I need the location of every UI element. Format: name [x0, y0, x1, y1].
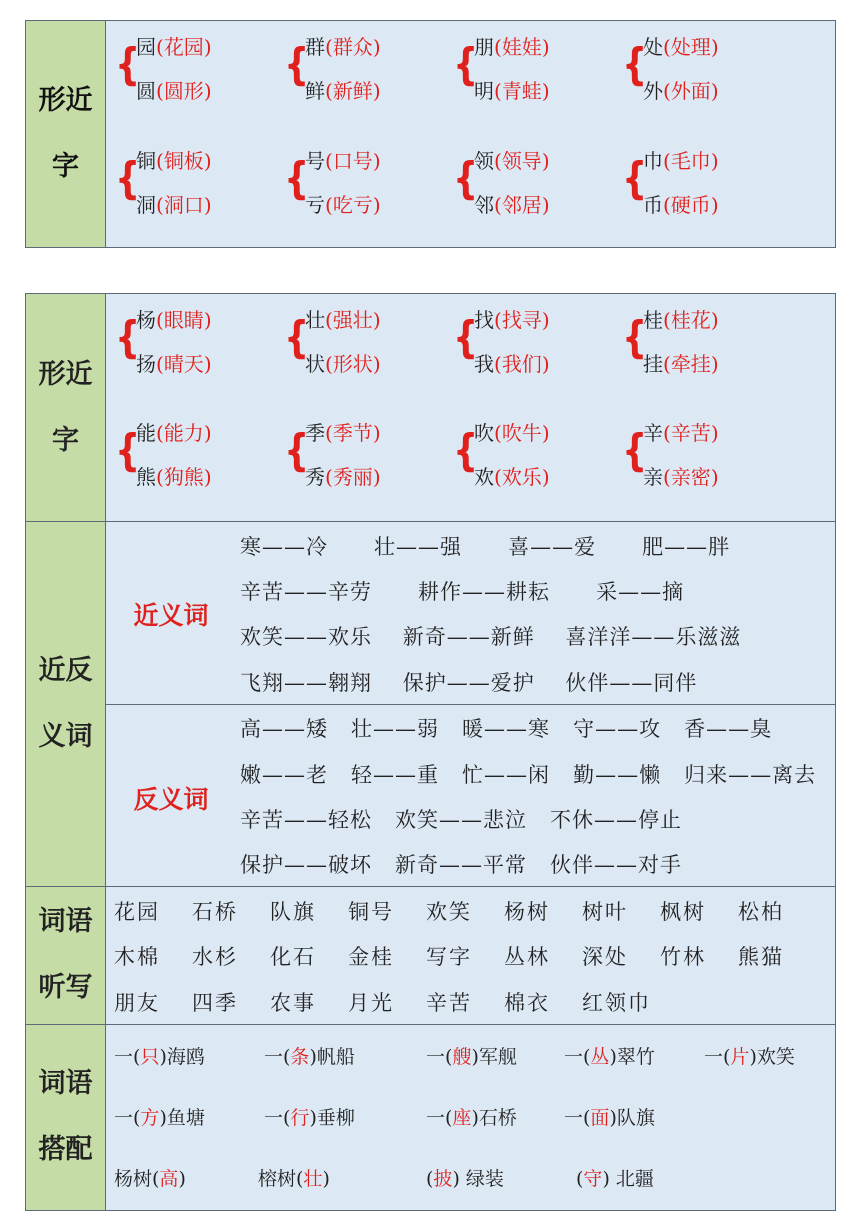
char-word: (娃娃) — [494, 35, 550, 59]
brace-icon: { — [115, 153, 141, 204]
char-word: (领导) — [494, 149, 550, 173]
collocation-prefix: 一( — [114, 1046, 141, 1068]
char-bottom — [474, 348, 550, 377]
word: 圆形 — [163, 79, 204, 103]
similar-char-pair — [112, 304, 282, 376]
row-divider — [106, 704, 835, 705]
synonym-row: 飞翔——翱翔 保护——爱护 伙伴——同伴 — [240, 671, 698, 695]
collocation-suffix: )军舰 — [471, 1046, 517, 1068]
char-word: (铜板) — [156, 149, 212, 173]
word: 邻居 — [501, 193, 542, 217]
synonyms-title: 近义词 — [133, 601, 209, 630]
char-word: (吹牛) — [494, 421, 550, 445]
collocation-answer: 座 — [452, 1107, 472, 1129]
brace-icon: { — [453, 153, 479, 204]
row-divider — [26, 521, 835, 522]
collocation-answer: 只 — [140, 1046, 160, 1068]
label-line: 字 — [52, 424, 79, 456]
label-line: 形近 — [38, 85, 93, 116]
label-line: 听写 — [38, 972, 93, 1003]
char-bottom — [136, 75, 212, 104]
char: 洞 — [136, 193, 156, 217]
brace-icon: { — [453, 39, 479, 90]
similar-char-pair — [619, 31, 789, 103]
char-top — [136, 145, 212, 174]
label-line: 形近 — [38, 358, 93, 390]
brace-icon: { — [622, 153, 648, 204]
brace-icon: { — [115, 425, 141, 476]
collocation-answer: 片 — [730, 1046, 750, 1068]
dictation-word: 杨树 — [504, 900, 550, 924]
collocation-item — [426, 1042, 517, 1069]
char-word: (找寻) — [494, 308, 550, 332]
collocation-item — [576, 1164, 654, 1191]
word: 洞口 — [163, 193, 204, 217]
collocation-suffix: )鱼塘 — [159, 1107, 205, 1129]
collocation-item — [564, 1103, 655, 1130]
char-word: (花园) — [156, 35, 212, 59]
char: 辛 — [643, 421, 663, 445]
dictation-word: 红领巾 — [582, 991, 651, 1015]
antonym-row: 辛苦——轻松 欢笑——悲泣 不休——停止 — [240, 808, 683, 832]
char-word: (新鲜) — [325, 79, 381, 103]
char: 铜 — [136, 149, 156, 173]
collocation-prefix: 一( — [264, 1107, 291, 1129]
collocation-item — [114, 1164, 186, 1191]
word: 能力 — [163, 421, 204, 445]
char-bottom — [305, 75, 381, 104]
collocation-suffix: ) 北疆 — [602, 1168, 654, 1190]
char-word: (青蛙) — [494, 79, 550, 103]
char-word: (邻居) — [494, 193, 550, 217]
label-line: 词语 — [38, 1068, 93, 1099]
char: 找 — [474, 308, 494, 332]
collocation-suffix: )石桥 — [471, 1107, 517, 1129]
char-word: (亲密) — [663, 465, 719, 489]
similar-char-pair — [619, 304, 789, 376]
char-top — [136, 31, 212, 60]
dictation-word: 丛林 — [504, 945, 550, 969]
similar-chars-block-1 — [25, 20, 836, 248]
collocation-prefix: ( — [576, 1168, 584, 1190]
similar-char-pair — [450, 31, 620, 103]
word: 青蛙 — [501, 79, 542, 103]
char-bottom — [136, 189, 212, 218]
similar-char-pair — [281, 417, 451, 489]
dictation-word: 木棉 — [114, 945, 160, 969]
char: 园 — [136, 35, 156, 59]
dictation-word: 水杉 — [192, 945, 238, 969]
char: 号 — [305, 149, 325, 173]
dictation-word: 松柏 — [738, 900, 784, 924]
word: 花园 — [163, 35, 204, 59]
collocation-prefix: 一( — [264, 1046, 291, 1068]
collocation-answer: 艘 — [452, 1046, 472, 1068]
char: 状 — [305, 352, 325, 376]
char-bottom — [305, 348, 381, 377]
char-word: (欢乐) — [494, 465, 550, 489]
collocation-answer: 披 — [433, 1168, 453, 1190]
dictation-word: 枫树 — [660, 900, 706, 924]
label-line: 义词 — [38, 720, 93, 752]
collocation-answer: 壮 — [303, 1168, 323, 1190]
word: 毛巾 — [670, 149, 711, 173]
char-top — [305, 417, 381, 446]
collocation-answer: 面 — [590, 1107, 610, 1129]
brace-icon: { — [284, 312, 310, 363]
similar-char-pair — [112, 31, 282, 103]
collocation-prefix: 一( — [114, 1107, 141, 1129]
label-line: 词语 — [38, 906, 93, 937]
collocation-item — [264, 1042, 355, 1069]
char-word: (强壮) — [325, 308, 381, 332]
brace-icon: { — [622, 425, 648, 476]
dictation-word: 辛苦 — [426, 991, 472, 1015]
char: 领 — [474, 149, 494, 173]
dictation-word: 队旗 — [270, 900, 316, 924]
similar-char-pair — [112, 417, 282, 489]
similar-char-pair — [281, 31, 451, 103]
similar-char-pair — [450, 145, 620, 217]
char-top — [643, 31, 719, 60]
char-top — [474, 417, 550, 446]
dictation-word: 树叶 — [582, 900, 628, 924]
word: 我们 — [501, 352, 542, 376]
word: 亲密 — [670, 465, 711, 489]
label-line: 近反 — [38, 654, 93, 686]
collocation-prefix: 一( — [426, 1107, 453, 1129]
collocation-item — [426, 1103, 517, 1130]
char-word: (眼睛) — [156, 308, 212, 332]
word: 季节 — [332, 421, 373, 445]
char-word: (我们) — [494, 352, 550, 376]
char-word: (形状) — [325, 352, 381, 376]
dictation-word: 化石 — [270, 945, 316, 969]
char: 熊 — [136, 465, 156, 489]
word: 群众 — [332, 35, 373, 59]
word: 桂花 — [670, 308, 711, 332]
char-bottom — [136, 461, 212, 490]
char-word: (桂花) — [663, 308, 719, 332]
char: 杨 — [136, 308, 156, 332]
collocation-suffix: ) — [178, 1168, 186, 1190]
collocation-prefix: 一( — [564, 1107, 591, 1129]
collocation-item — [264, 1103, 355, 1130]
char-word: (处理) — [663, 35, 719, 59]
dictation-word: 金桂 — [348, 945, 394, 969]
char: 朋 — [474, 35, 494, 59]
collocation-answer: 高 — [159, 1168, 179, 1190]
char: 邻 — [474, 193, 494, 217]
label-line: 搭配 — [38, 1134, 93, 1165]
char: 季 — [305, 421, 325, 445]
dictation-word: 熊猫 — [738, 945, 784, 969]
char-bottom — [305, 189, 381, 218]
word: 处理 — [670, 35, 711, 59]
row-divider — [26, 1024, 835, 1025]
brace-icon: { — [284, 39, 310, 90]
char-word: (口号) — [325, 149, 381, 173]
char: 扬 — [136, 352, 156, 376]
antonym-row: 高——矮 壮——弱 暖——寒 守——攻 香——臭 — [240, 717, 773, 741]
word: 吹牛 — [501, 421, 542, 445]
collocation-item — [114, 1103, 205, 1130]
word: 狗熊 — [163, 465, 204, 489]
char-bottom — [643, 348, 719, 377]
word: 形状 — [332, 352, 373, 376]
collocation-suffix: )翠竹 — [609, 1046, 655, 1068]
word: 秀丽 — [332, 465, 373, 489]
word: 晴天 — [163, 352, 204, 376]
char-word: (能力) — [156, 421, 212, 445]
main-table-block-2 — [25, 293, 836, 1211]
char-top — [305, 304, 381, 333]
collocation-suffix: ) — [322, 1168, 330, 1190]
word: 强壮 — [332, 308, 373, 332]
char: 亏 — [305, 193, 325, 217]
word: 找寻 — [501, 308, 542, 332]
char-word: (外面) — [663, 79, 719, 103]
char-word: (群众) — [325, 35, 381, 59]
collocation-item — [704, 1042, 795, 1069]
char-word: (圆形) — [156, 79, 212, 103]
row-divider — [26, 886, 835, 887]
collocation-suffix: )海鸥 — [159, 1046, 205, 1068]
word: 眼睛 — [163, 308, 204, 332]
char: 能 — [136, 421, 156, 445]
char-word: (晴天) — [156, 352, 212, 376]
brace-icon: { — [115, 39, 141, 90]
dictation-word: 花园 — [114, 900, 160, 924]
brace-icon: { — [115, 312, 141, 363]
collocation-answer: 行 — [290, 1107, 310, 1129]
dictation-word: 石桥 — [192, 900, 238, 924]
char-word: (季节) — [325, 421, 381, 445]
char-bottom — [305, 461, 381, 490]
char-top — [305, 31, 381, 60]
label-line: 字 — [52, 151, 79, 182]
collocation-prefix: 一( — [564, 1046, 591, 1068]
char: 明 — [474, 79, 494, 103]
char-top — [643, 417, 719, 446]
char: 群 — [305, 35, 325, 59]
antonym-row: 保护——破坏 新奇——平常 伙伴——对手 — [240, 853, 683, 877]
dictation-word: 棉衣 — [504, 991, 550, 1015]
collocation-prefix: 榕树( — [258, 1168, 304, 1190]
word: 新鲜 — [332, 79, 373, 103]
brace-icon: { — [284, 425, 310, 476]
similar-char-pair — [450, 417, 620, 489]
char: 亲 — [643, 465, 663, 489]
char-top — [643, 145, 719, 174]
char-top — [136, 304, 212, 333]
antonym-row: 嫩——老 轻——重 忙——闲 勤——懒 归来——离去 — [240, 763, 817, 787]
section-label-collocation — [26, 1024, 105, 1210]
similar-char-pair — [450, 304, 620, 376]
char: 桂 — [643, 308, 663, 332]
dictation-word: 竹林 — [660, 945, 706, 969]
collocation-item — [258, 1164, 330, 1191]
char-top — [474, 304, 550, 333]
antonyms-title: 反义词 — [133, 785, 209, 814]
char-word: (吃亏) — [325, 193, 381, 217]
dictation-word: 深处 — [582, 945, 628, 969]
section-label-similar-chars — [26, 21, 106, 247]
word: 口号 — [332, 149, 373, 173]
char: 处 — [643, 35, 663, 59]
similar-char-pair — [281, 304, 451, 376]
synonym-row: 寒——冷 壮——强 喜——爱 肥——胖 — [240, 535, 731, 559]
char-word: (辛苦) — [663, 421, 719, 445]
char: 巾 — [643, 149, 663, 173]
brace-icon: { — [622, 39, 648, 90]
collocation-suffix: )队旗 — [609, 1107, 655, 1129]
dictation-word: 朋友 — [114, 991, 160, 1015]
collocation-prefix: 一( — [704, 1046, 731, 1068]
char-word: (牵挂) — [663, 352, 719, 376]
collocation-prefix: 杨树( — [114, 1168, 160, 1190]
dictation-word: 欢笑 — [426, 900, 472, 924]
char-bottom — [474, 189, 550, 218]
collocation-item — [564, 1042, 655, 1069]
dictation-word: 农事 — [270, 991, 316, 1015]
dictation-word: 写字 — [426, 945, 472, 969]
char-bottom — [474, 75, 550, 104]
section-label-similar-chars-2 — [26, 294, 105, 521]
char: 外 — [643, 79, 663, 103]
char-bottom — [643, 189, 719, 218]
collocation-suffix: )帆船 — [309, 1046, 355, 1068]
section-label-dictation — [26, 886, 105, 1024]
collocation-suffix: ) 绿装 — [452, 1168, 504, 1190]
collocation-prefix: 一( — [426, 1046, 453, 1068]
collocation-item — [426, 1164, 504, 1191]
char-top — [474, 31, 550, 60]
word: 吃亏 — [332, 193, 373, 217]
char: 挂 — [643, 352, 663, 376]
char-word: (秀丽) — [325, 465, 381, 489]
brace-icon: { — [453, 312, 479, 363]
char-word: (狗熊) — [156, 465, 212, 489]
char: 鲜 — [305, 79, 325, 103]
word: 欢乐 — [501, 465, 542, 489]
dictation-word: 月光 — [348, 991, 394, 1015]
char-bottom — [136, 348, 212, 377]
collocation-answer: 守 — [583, 1168, 603, 1190]
word: 铜板 — [163, 149, 204, 173]
word: 辛苦 — [670, 421, 711, 445]
collocation-answer: 条 — [290, 1046, 310, 1068]
char-word: (洞口) — [156, 193, 212, 217]
char: 圆 — [136, 79, 156, 103]
char: 壮 — [305, 308, 325, 332]
collocation-prefix: ( — [426, 1168, 434, 1190]
char-word: (毛巾) — [663, 149, 719, 173]
char-top — [305, 145, 381, 174]
word: 牵挂 — [670, 352, 711, 376]
char-bottom — [643, 461, 719, 490]
synonym-row: 辛苦——辛劳 耕作——耕耘 采——摘 — [240, 580, 685, 604]
word: 硬币 — [670, 193, 711, 217]
section-label-synonyms-antonyms — [26, 521, 105, 886]
synonym-row: 欢笑——欢乐 新奇——新鲜 喜洋洋——乐滋滋 — [240, 625, 742, 649]
collocation-suffix: )欢笑 — [749, 1046, 795, 1068]
dictation-word: 铜号 — [348, 900, 394, 924]
brace-icon: { — [622, 312, 648, 363]
char: 秀 — [305, 465, 325, 489]
brace-icon: { — [453, 425, 479, 476]
char: 欢 — [474, 465, 494, 489]
collocation-item — [114, 1042, 205, 1069]
char-word: (硬币) — [663, 193, 719, 217]
char: 我 — [474, 352, 494, 376]
char-top — [474, 145, 550, 174]
word: 娃娃 — [501, 35, 542, 59]
char-bottom — [643, 75, 719, 104]
char: 币 — [643, 193, 663, 217]
collocation-answer: 丛 — [590, 1046, 610, 1068]
char-top — [136, 417, 212, 446]
similar-char-pair — [619, 417, 789, 489]
similar-char-pair — [112, 145, 282, 217]
word: 外面 — [670, 79, 711, 103]
similar-char-pair — [619, 145, 789, 217]
char-top — [643, 304, 719, 333]
char: 吹 — [474, 421, 494, 445]
collocation-suffix: )垂柳 — [309, 1107, 355, 1129]
dictation-word: 四季 — [192, 991, 238, 1015]
similar-char-pair — [281, 145, 451, 217]
char-bottom — [474, 461, 550, 490]
brace-icon: { — [284, 153, 310, 204]
collocation-answer: 方 — [140, 1107, 160, 1129]
word: 领导 — [501, 149, 542, 173]
